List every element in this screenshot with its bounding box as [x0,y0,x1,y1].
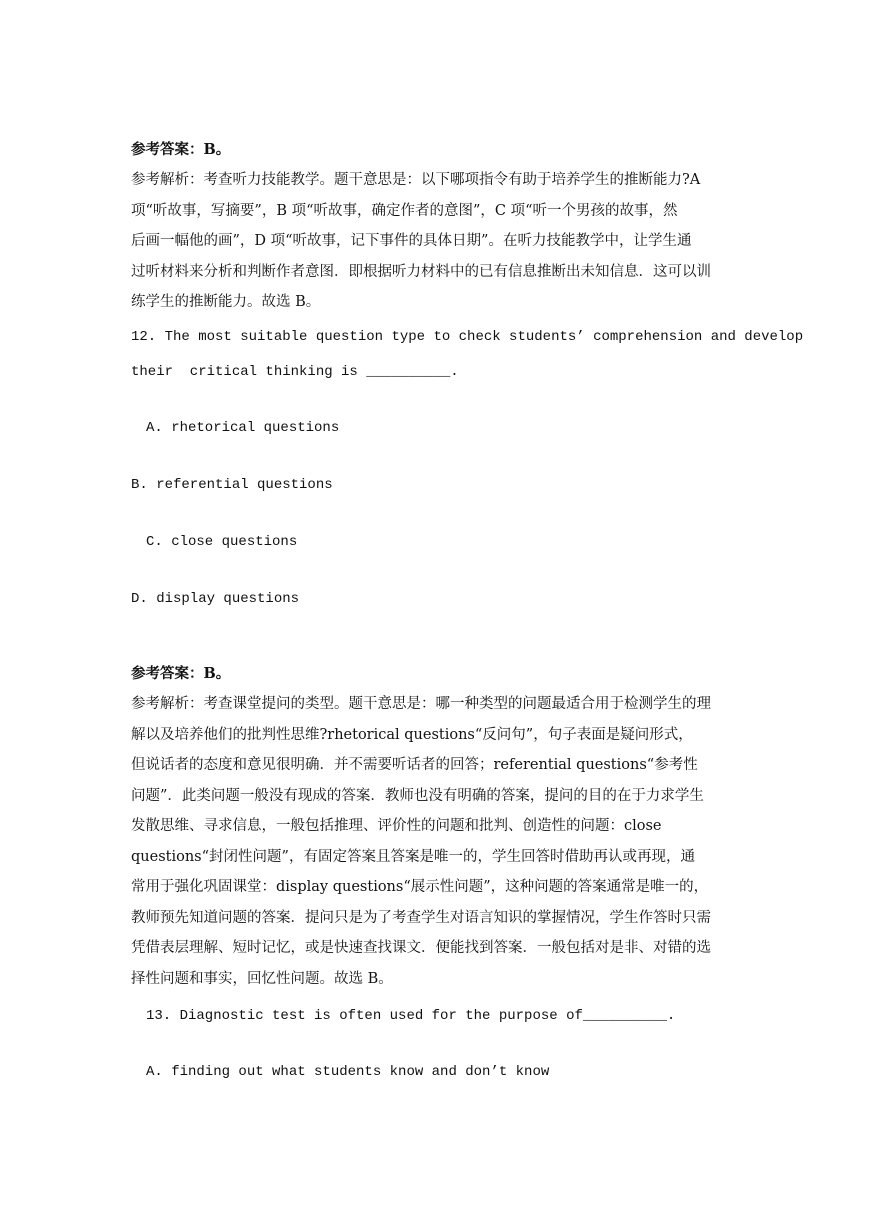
analysis-line: 参考解析：考查听力技能教学。题干意思是：以下哪项指令有助于培养学生的推断能力?A [131,172,701,188]
analysis-line: 后画一幅他的画”，D 项“听故事，记下事件的具体日期”。在听力技能教学中，让学生通 [131,233,692,249]
option-a: A. rhetorical questions [146,420,340,436]
question-stem: 12. The most suitable question type to check students’ comprehension and develop [131,329,804,345]
option-a: A. finding out what students know and don’t know [146,1064,550,1080]
question-stem: their critical thinking is __________. [131,364,459,380]
analysis-line: 参考解析：考查课堂提问的类型。题干意思是：哪一种类型的问题最适合用于检测学生的理 [131,696,711,712]
analysis-line: 发散思维、寻求信息，一般包括推理、评价性的问题和批判、创造性的问题：close [131,818,662,834]
option-c: C. close questions [146,534,298,550]
answer-label: 参考答案：B。 [131,141,231,158]
analysis-line: questions“封闭性问题”，有固定答案且答案是唯一的，学生回答时借助再认或再现，通 [131,849,695,865]
analysis-line: 教师预先知道问题的答案．提问只是为了考查学生对语言知识的掌握情况，学生作答时只需 [131,910,711,926]
analysis-line: 项“听故事，写摘要”，B 项“听故事，确定作者的意图”，C 项“听一个男孩的故事，然 [131,203,678,219]
option-b: B. referential questions [131,477,333,493]
analysis-line: 练学生的推断能力。故选 B。 [131,294,321,310]
analysis-line: 择性问题和事实，回忆性问题。故选 B。 [131,971,393,987]
answer-label: 参考答案：B。 [131,665,231,682]
analysis-line: 但说话者的态度和意见很明确．并不需要听话者的回答；referential questions“参考性 [131,757,698,773]
analysis-line: 凭借表层理解、短时记忆，或是快速查找课文．便能找到答案．一般包括对是非、对错的选 [131,940,711,956]
analysis-line: 过听材料来分析和判断作者意图．即根据听力材料中的已有信息推断出未知信息．这可以训 [131,264,711,280]
analysis-line: 常用于强化巩固课堂：display questions“展示性问题”，这种问题的答案通常是唯一的， [131,879,709,895]
analysis-line: 解以及培养他们的批判性思维?rhetorical questions“反问句”，句子表面是疑问形式， [131,727,693,743]
option-d: D. display questions [131,591,300,607]
analysis-line: 问题”．此类问题一般没有现成的答案．教师也没有明确的答案，提问的目的在于力求学生 [131,788,704,804]
question-stem: 13. Diagnostic test is often used for the purpose of__________. [146,1008,676,1024]
